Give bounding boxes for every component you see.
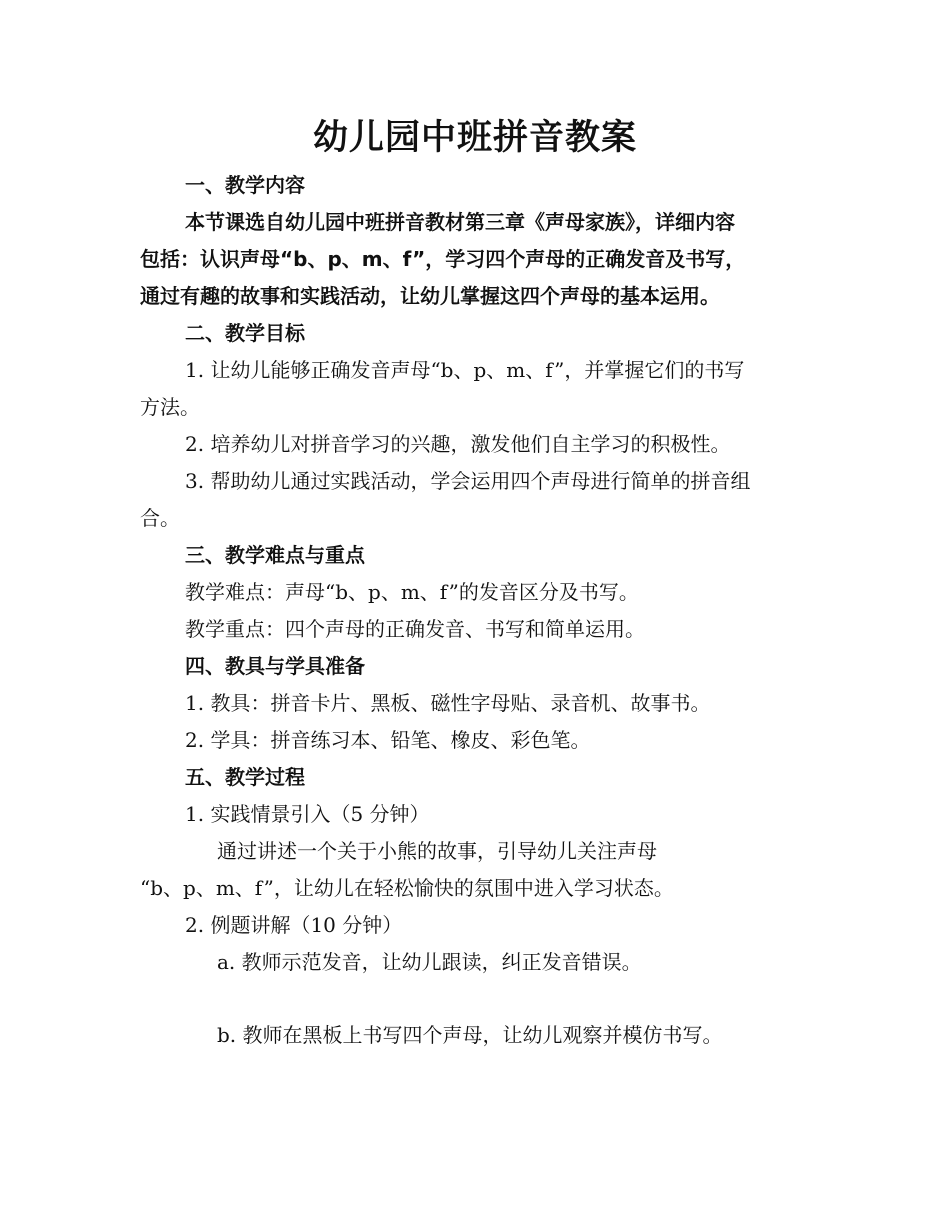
process-step-2: 2. 例题讲解（10 分钟） [185, 913, 403, 937]
tools-item-2: 2. 学具：拼音练习本、铅笔、橡皮、彩色笔。 [185, 728, 591, 752]
tools-item-1: 1. 教具：拼音卡片、黑板、磁性字母贴、录音机、故事书。 [185, 691, 711, 715]
teaching-difficulty: 教学难点：声母“b、p、m、f”的发音区分及书写。 [185, 580, 639, 604]
goal-item-2: 2. 培养幼儿对拼音学习的兴趣，激发他们自主学习的积极性。 [185, 432, 731, 456]
process-step-1-desc-line-2: “b、p、m、f”，让幼儿在轻松愉快的氛围中进入学习状态。 [140, 876, 674, 900]
section-heading-tools: 四、教具与学具准备 [185, 654, 365, 678]
goal-item-3-line-1: 3. 帮助幼儿通过实践活动，学会运用四个声母进行简单的拼音组 [185, 469, 751, 493]
section-heading-process: 五、教学过程 [185, 765, 305, 789]
section-heading-key-points: 三、教学难点与重点 [185, 543, 365, 567]
process-step-2-b: b. 教师在黑板上书写四个声母，让幼儿观察并模仿书写。 [217, 1023, 723, 1047]
goal-item-1-line-1: 1. 让幼儿能够正确发音声母“b、p、m、f”，并掌握它们的书写 [185, 358, 745, 382]
process-step-1-desc-line-1: 通过讲述一个关于小熊的故事，引导幼儿关注声母 [217, 839, 657, 863]
content-paragraph-line-1: 本节课选自幼儿园中班拼音教材第三章《声母家族》，详细内容 [185, 210, 735, 234]
process-step-2-a: a. 教师示范发音，让幼儿跟读，纠正发音错误。 [217, 950, 642, 974]
goal-item-3-line-2: 合。 [140, 506, 180, 530]
process-step-1: 1. 实践情景引入（5 分钟） [185, 802, 430, 826]
section-heading-content: 一、教学内容 [185, 173, 305, 197]
document-title: 幼儿园中班拼音教案 [312, 118, 637, 158]
content-paragraph-line-3: 通过有趣的故事和实践活动，让幼儿掌握这四个声母的基本运用。 [140, 284, 720, 308]
teaching-focus: 教学重点：四个声母的正确发音、书写和简单运用。 [185, 617, 645, 641]
section-heading-goals: 二、教学目标 [185, 321, 305, 345]
content-paragraph-line-2: 包括：认识声母“b、p、m、f”，学习四个声母的正确发音及书写， [140, 247, 746, 271]
goal-item-1-line-2: 方法。 [140, 395, 200, 419]
